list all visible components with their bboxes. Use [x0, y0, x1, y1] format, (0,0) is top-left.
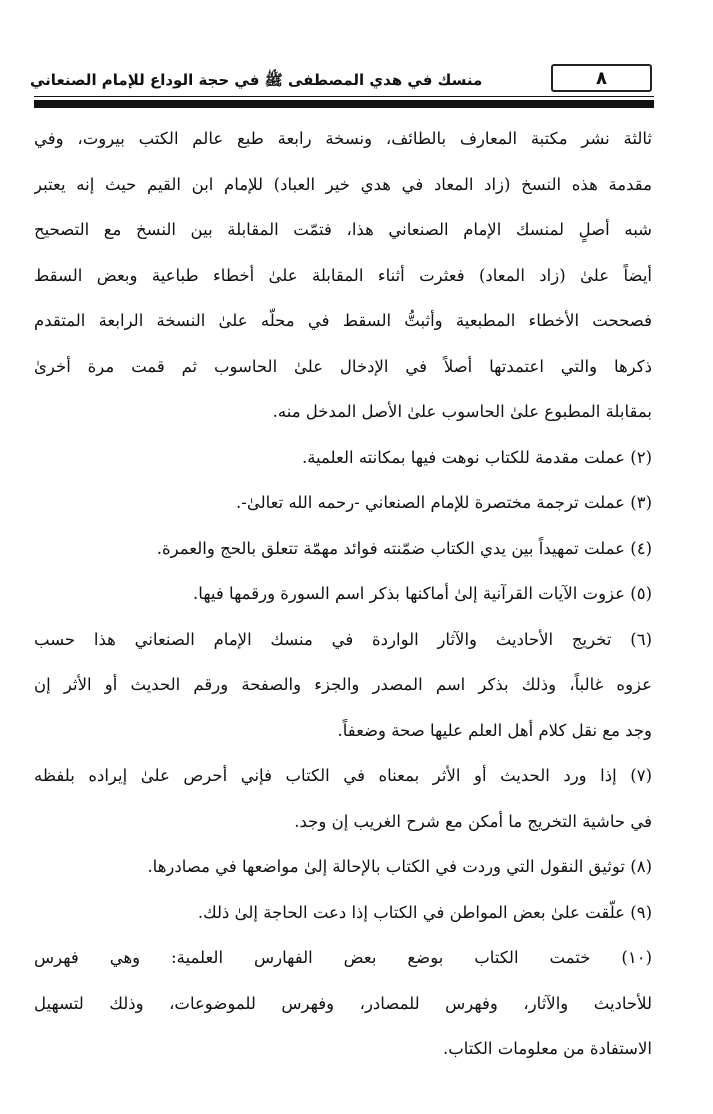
text-line: (٩) علّقت علىٰ بعض المواطن في الكتاب إذا دعت الحاجة إلىٰ ذلك.	[197, 902, 652, 922]
text-line: شبه أصلٍ لمنسك الإمام الصنعاني هذا، فتمّت المقابلة بين النسخ مع التصحيح	[34, 220, 652, 239]
text-line: أيضاً علىٰ (زاد المعاد) فعثرت أثناء المقابلة علىٰ أخطاء طباعية وبعض السقط	[34, 265, 652, 285]
text-line: ثالثة نشر مكتبة المعارف بالطائف، ونسخة رابعة طبع عالم الكتب بيروت، وفي	[34, 129, 652, 148]
text-line: عزوه غالباً، وذلك بذكر اسم المصدر والجزء والصفحة ورقم الحديث أو الأثر إن	[34, 675, 652, 694]
text-line: مقدمة هذه النسخ (زاد المعاد في هدي خير العباد) للإمام ابن القيم حيث إنه يعتبر	[34, 174, 652, 194]
text-line: (٨) توثيق النقول التي وردت في الكتاب بالإحالة إلىٰ مواضعها في مصادرها.	[147, 857, 652, 876]
running-title: منسك في هدي المصطفى ﷺ في حجة الوداع للإمام الصنعاني	[30, 71, 483, 89]
text-line: ذكرها والتي اعتمدتها أصلاً في الإدخال علىٰ الحاسوب ثم قمت مرة أخرىٰ	[34, 356, 652, 376]
text-line: (٢) عملت مقدمة للكتاب نوهت فيها بمكانته العلمية.	[301, 447, 652, 467]
text-line: (٧) إذا ورد الحديث أو الأثر بمعناه في الكتاب فإني أحرص علىٰ إيراده بلفظه	[34, 766, 652, 785]
page-number: ٨	[551, 64, 652, 92]
text-line: (١٠) ختمت الكتاب بوضع بعض الفهارس العلمية: وهي فهرس	[34, 948, 652, 967]
text-line: فصححت الأخطاء المطبعية وأثبتُّ السقط في محلّه علىٰ النسخة الرابعة المتقدم	[34, 311, 652, 330]
text-line: وجد مع نقل كلام أهل العلم عليها صحة وضعفاً.	[337, 720, 652, 740]
text-line: (٤) عملت تمهيداً بين يدي الكتاب ضمّنته فوائد مهمّة تتعلق بالحج والعمرة.	[156, 538, 652, 558]
header-rule-thin	[34, 96, 654, 97]
text-line: الاستفادة من معلومات الكتاب.	[443, 1039, 652, 1058]
header-rule-thick	[34, 100, 654, 108]
text-line: للأحاديث والآثار، وفهرس للمصادر، وفهرس للموضوعات، وذلك لتسهيل	[34, 993, 652, 1013]
body-text	[34, 116, 652, 1072]
text-line: (٦) تخريج الأحاديث والآثار الواردة في منسك الإمام الصنعاني هذا حسب	[34, 629, 652, 649]
text-line: في حاشية التخريج ما أمكن مع شرح الغريب إن وجد.	[294, 811, 652, 831]
text-line: (٣) عملت ترجمة مختصرة للإمام الصنعاني -رحمه الله تعالىٰ-.	[236, 493, 652, 512]
text-line: بمقابلة المطبوع علىٰ الحاسوب علىٰ الأصل المدخل منه.	[272, 402, 652, 421]
text-line: (٥) عزوت الآيات القرآنية إلىٰ أماكنها بذكر اسم السورة ورقمها فيها.	[193, 584, 652, 603]
